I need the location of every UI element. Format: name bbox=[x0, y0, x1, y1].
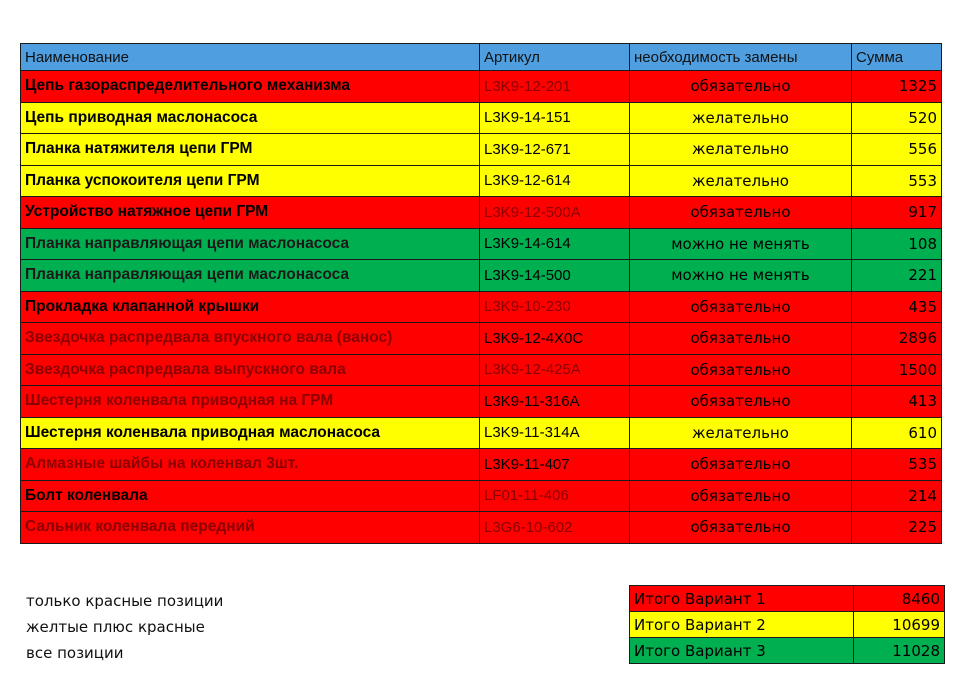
replacement-need: можно не менять bbox=[630, 228, 852, 260]
table-row bbox=[21, 228, 942, 260]
table-row bbox=[21, 354, 942, 386]
header-sum: Сумма bbox=[852, 44, 942, 71]
table-row bbox=[21, 449, 942, 481]
table-row bbox=[21, 417, 942, 449]
part-sum: 610 bbox=[852, 417, 942, 449]
part-article: L3K9-11-407 bbox=[480, 449, 630, 481]
part-name: Планка натяжителя цепи ГРМ bbox=[21, 134, 480, 166]
header-need: необходимость замены bbox=[630, 44, 852, 71]
table-row bbox=[21, 71, 942, 103]
part-name: Шестерня коленвала приводная маслонасоса bbox=[21, 417, 480, 449]
header-article: Артикул bbox=[480, 44, 630, 71]
part-name: Планка успокоителя цепи ГРМ bbox=[21, 165, 480, 197]
part-name: Цепь газораспределительного механизма bbox=[21, 71, 480, 103]
total-label: Итого Вариант 2 bbox=[630, 612, 854, 638]
total-label: Итого Вариант 1 bbox=[630, 586, 854, 612]
part-sum: 1325 bbox=[852, 71, 942, 103]
replacement-need: желательно bbox=[630, 102, 852, 134]
part-name: Сальник коленвала передний bbox=[21, 512, 480, 544]
part-name: Устройство натяжное цепи ГРМ bbox=[21, 197, 480, 229]
legend bbox=[26, 588, 223, 666]
part-sum: 108 bbox=[852, 228, 942, 260]
part-sum: 214 bbox=[852, 480, 942, 512]
replacement-need: обязательно bbox=[630, 449, 852, 481]
replacement-need: обязательно bbox=[630, 354, 852, 386]
part-sum: 917 bbox=[852, 197, 942, 229]
table-row bbox=[21, 386, 942, 418]
part-name: Звездочка распредвала впускного вала (ванос) bbox=[21, 323, 480, 355]
totals-table bbox=[629, 585, 945, 664]
total-value: 8460 bbox=[854, 586, 945, 612]
part-sum: 1500 bbox=[852, 354, 942, 386]
part-article: LF01-11-406 bbox=[480, 480, 630, 512]
total-row bbox=[630, 612, 945, 638]
part-name: Прокладка клапанной крышки bbox=[21, 291, 480, 323]
legend-item-red: только красные позиции bbox=[26, 592, 224, 610]
replacement-need: обязательно bbox=[630, 386, 852, 418]
header-name: Наименование bbox=[21, 44, 480, 71]
part-article: L3K9-10-230 bbox=[480, 291, 630, 323]
part-sum: 556 bbox=[852, 134, 942, 166]
table-row bbox=[21, 480, 942, 512]
part-sum: 225 bbox=[852, 512, 942, 544]
part-article: L3K9-11-314A bbox=[480, 417, 630, 449]
part-name: Звездочка распредвала выпускного вала bbox=[21, 354, 480, 386]
table-row bbox=[21, 291, 942, 323]
replacement-need: можно не менять bbox=[630, 260, 852, 292]
replacement-need: обязательно bbox=[630, 291, 852, 323]
legend-item-yellow-red: желтые плюс красные bbox=[26, 618, 205, 636]
part-sum: 520 bbox=[852, 102, 942, 134]
part-name: Алмазные шайбы на коленвал 3шт. bbox=[21, 449, 480, 481]
replacement-need: обязательно bbox=[630, 71, 852, 103]
replacement-need: желательно bbox=[630, 134, 852, 166]
part-article: L3K9-11-316A bbox=[480, 386, 630, 418]
replacement-need: обязательно bbox=[630, 197, 852, 229]
part-name: Планка направляющая цепи маслонасоса bbox=[21, 260, 480, 292]
replacement-need: обязательно bbox=[630, 323, 852, 355]
table-row bbox=[21, 134, 942, 166]
replacement-need: обязательно bbox=[630, 480, 852, 512]
part-sum: 2896 bbox=[852, 323, 942, 355]
table-row bbox=[21, 323, 942, 355]
table-row bbox=[21, 512, 942, 544]
total-value: 11028 bbox=[854, 638, 945, 664]
part-article: L3K9-14-151 bbox=[480, 102, 630, 134]
total-label: Итого Вариант 3 bbox=[630, 638, 854, 664]
part-sum: 413 bbox=[852, 386, 942, 418]
table-row bbox=[21, 102, 942, 134]
table-row bbox=[21, 165, 942, 197]
part-article: L3K9-12-614 bbox=[480, 165, 630, 197]
part-article: L3G6-10-602 bbox=[480, 512, 630, 544]
replacement-need: желательно bbox=[630, 165, 852, 197]
part-article: L3K9-12-4X0C bbox=[480, 323, 630, 355]
part-name: Планка направляющая цепи маслонасоса bbox=[21, 228, 480, 260]
part-article: L3K9-12-500A bbox=[480, 197, 630, 229]
part-name: Цепь приводная маслонасоса bbox=[21, 102, 480, 134]
legend-item-all: все позиции bbox=[26, 644, 124, 662]
parts-table bbox=[20, 43, 942, 544]
part-article: L3K9-14-500 bbox=[480, 260, 630, 292]
part-article: L3K9-14-614 bbox=[480, 228, 630, 260]
part-sum: 535 bbox=[852, 449, 942, 481]
replacement-need: обязательно bbox=[630, 512, 852, 544]
table-row bbox=[21, 197, 942, 229]
part-sum: 221 bbox=[852, 260, 942, 292]
part-name: Болт коленвала bbox=[21, 480, 480, 512]
part-name: Шестерня коленвала приводная на ГРМ bbox=[21, 386, 480, 418]
replacement-need: желательно bbox=[630, 417, 852, 449]
part-article: L3K9-12-425A bbox=[480, 354, 630, 386]
table-row bbox=[21, 260, 942, 292]
part-article: L3K9-12-671 bbox=[480, 134, 630, 166]
total-value: 10699 bbox=[854, 612, 945, 638]
part-sum: 553 bbox=[852, 165, 942, 197]
header-row bbox=[21, 44, 942, 71]
total-row bbox=[630, 638, 945, 664]
total-row bbox=[630, 586, 945, 612]
part-sum: 435 bbox=[852, 291, 942, 323]
part-article: L3K9-12-201 bbox=[480, 71, 630, 103]
